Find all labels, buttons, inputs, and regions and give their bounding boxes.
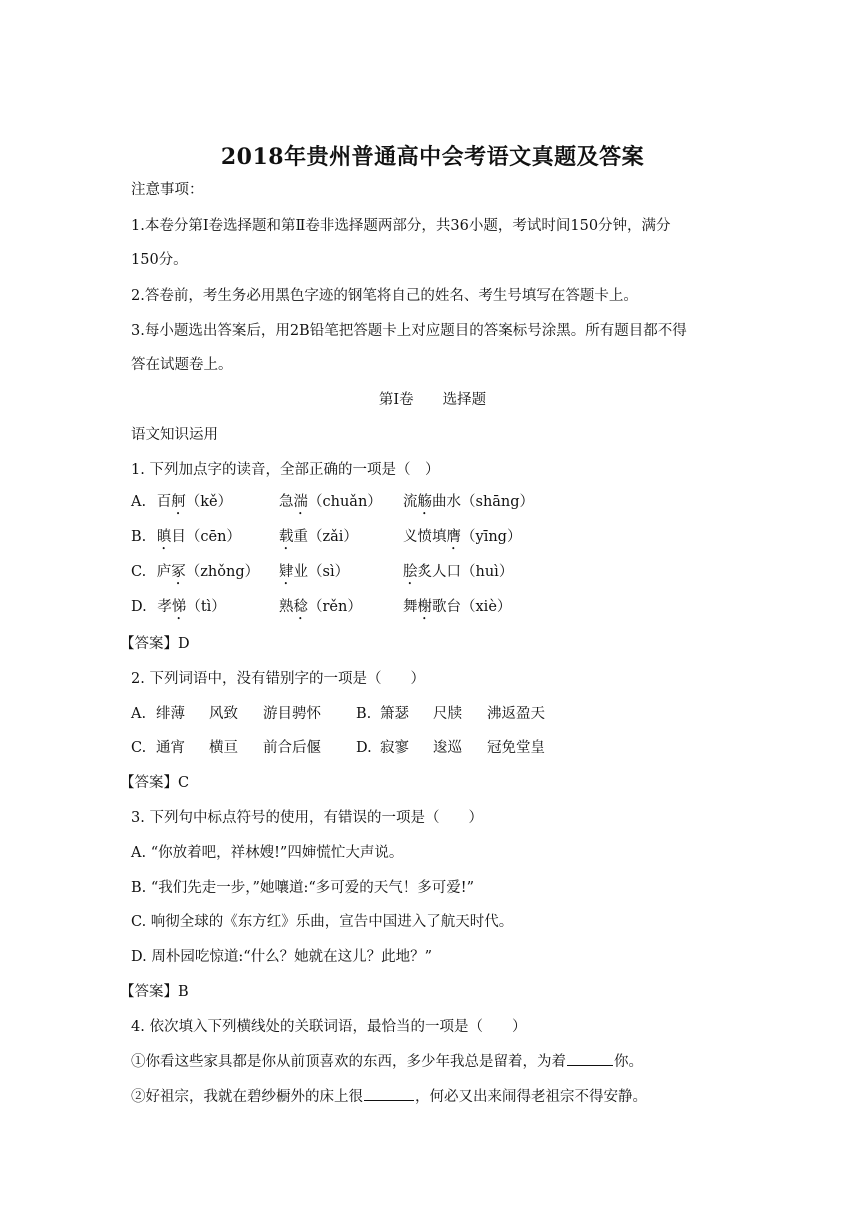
- option-label: A.: [131, 494, 147, 510]
- sentence-text: ①你看这些家具都是你从前顶喜欢的东西，多少年我总是留着，为着: [131, 1054, 566, 1070]
- q1-option-b-word-2: 载重（zǎi）: [279, 529, 358, 545]
- notice-item-3-line-1: 3.每小题选出答案后，用2B铅笔把答题卡上对应题目的答案标号涂黑。所有题目都不得: [131, 323, 687, 339]
- q1-option-b: [131, 527, 241, 553]
- q2-option-c-word-1: 通宵: [156, 740, 185, 756]
- question-3-stem: 3. 下列句中标点符号的使用，有错误的一项是（ ）: [131, 810, 483, 826]
- question-2-stem: 2. 下列词语中，没有错别字的一项是（ ）: [131, 671, 425, 687]
- q1-option-c-word-3: 脍炙人口（huì）: [403, 564, 514, 580]
- q1-option-c-word-2: 肄业（sì）: [279, 564, 350, 580]
- q1-option-d-word-2: 熟稔（rěn）: [279, 599, 362, 615]
- notice-item-3-line-2: 答在试题卷上。: [131, 357, 233, 373]
- q4-sentence-2: [131, 1086, 647, 1107]
- option-word: 瞋目（cēn）: [156, 529, 241, 545]
- q2-option-c-word-2: 横亘: [209, 740, 238, 756]
- notice-item-1-line-1: 1.本卷分第Ⅰ卷选择题和第Ⅱ卷非选择题两部分，共36小题，考试时间150分钟，满分: [131, 218, 671, 234]
- question-3-answer: 【答案】B: [120, 984, 189, 1000]
- option-label: B.: [131, 529, 147, 545]
- q3-option-d: D. 周朴园吃惊道:“什么？她就在这儿？此地？”: [131, 949, 433, 965]
- fill-blank: [567, 1051, 613, 1066]
- section-subtitle: 语文知识运用: [131, 427, 218, 443]
- question-1-answer: 【答案】D: [120, 636, 190, 652]
- notice-item-1-line-2: 150分。: [131, 252, 188, 268]
- option-word: 孝悌（tì）: [157, 599, 226, 615]
- q3-option-b: B. “我们先走一步，”她嚷道:“多可爱的天气！多可爱!”: [131, 880, 474, 896]
- q2-option-d-word-3: 冠免堂皇: [487, 740, 545, 756]
- option-word: 百舸（kě）: [156, 494, 233, 510]
- q2-option-a-label: A.: [131, 706, 147, 722]
- q1-option-d-word-3: 舞榭歌台（xiè）: [403, 599, 512, 615]
- q2-option-d-label: D.: [356, 740, 372, 756]
- q1-option-d: [131, 597, 226, 623]
- question-1-stem: 1. 下列加点字的读音，全部正确的一项是（ ）: [131, 462, 440, 478]
- q1-option-a-word-3: 流觞曲水（shāng）: [403, 494, 535, 510]
- q2-option-a-word-1: 绯薄: [156, 706, 185, 722]
- section-title: 第Ⅰ卷 选择题: [378, 392, 487, 408]
- q1-option-a: [131, 492, 232, 518]
- page-title: 2018年贵州普通高中会考语文真题及答案: [220, 144, 645, 170]
- question-2-answer: 【答案】C: [120, 775, 190, 791]
- q3-option-c: C. 响彻全球的《东方红》乐曲，宣告中国进入了航天时代。: [131, 914, 514, 930]
- q2-option-b-word-2: 尺牍: [433, 706, 462, 722]
- q2-option-d-word-2: 逡巡: [433, 740, 462, 756]
- notice-item-2: 2.答卷前，考生务必用黑色字迹的钢笔将自己的姓名、考生号填写在答题卡上。: [131, 288, 638, 304]
- q2-option-a-word-3: 游目骋怀: [263, 706, 321, 722]
- sentence-text: 你。: [614, 1054, 643, 1070]
- question-4-stem: 4. 依次填入下列横线处的关联词语，最恰当的一项是（ ）: [131, 1019, 527, 1035]
- fill-blank: [364, 1086, 414, 1101]
- sentence-text: ，何必又出来闹得老祖宗不得安静。: [415, 1089, 647, 1105]
- option-label: C.: [131, 564, 147, 580]
- q2-option-c-word-3: 前合后偃: [263, 740, 321, 756]
- q2-option-a-word-2: 风致: [209, 706, 238, 722]
- q2-option-c-label: C.: [131, 740, 147, 756]
- q3-option-a: A. “你放着吧，祥林嫂!”四婶慌忙大声说。: [131, 845, 404, 861]
- q2-option-d-word-1: 寂寥: [380, 740, 409, 756]
- q1-option-a-word-2: 急湍（chuǎn）: [279, 494, 382, 510]
- q1-option-b-word-3: 义愤填膺（yīng）: [403, 529, 522, 545]
- notice-heading: 注意事项：: [131, 182, 204, 198]
- q1-option-c: [131, 562, 259, 588]
- q2-option-b-word-1: 箫瑟: [380, 706, 409, 722]
- option-word: 庐冢（zhǒng）: [156, 564, 260, 580]
- q2-option-b-label: B.: [356, 706, 372, 722]
- q4-sentence-1: [131, 1051, 643, 1072]
- option-label: D.: [131, 599, 147, 615]
- q2-option-b-word-3: 沸返盈天: [487, 706, 545, 722]
- sentence-text: ②好祖宗，我就在碧纱橱外的床上很: [131, 1089, 363, 1105]
